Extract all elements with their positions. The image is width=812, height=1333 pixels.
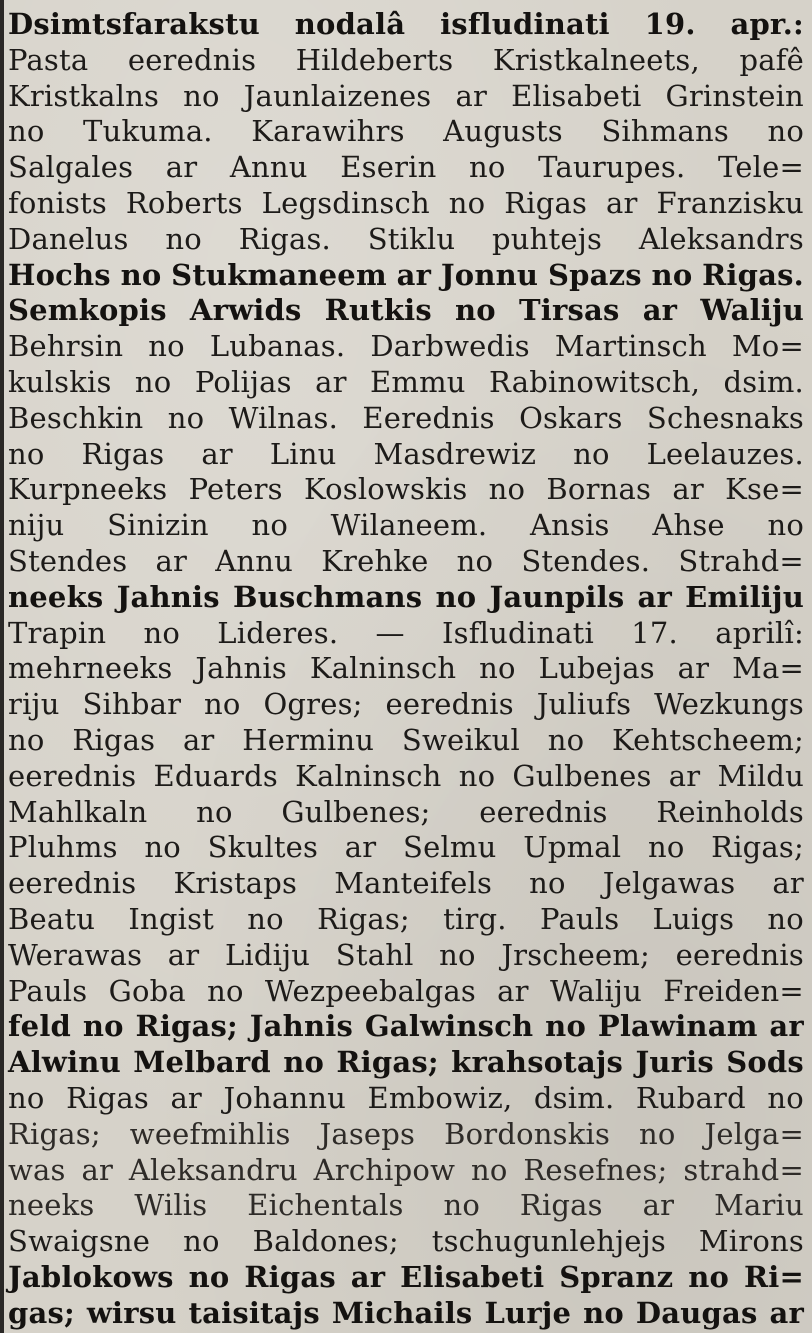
word: aprilî:: [715, 615, 804, 650]
word: Juris: [635, 1045, 714, 1080]
word: Lubanas.: [209, 329, 346, 364]
word: ar: [455, 78, 488, 113]
marriage-announcements-article: [8, 4, 804, 1330]
word: Tele=: [717, 150, 804, 185]
word: isfludinati: [440, 7, 610, 41]
word: Buschmans: [232, 579, 423, 614]
word: no: [573, 436, 610, 471]
word: Ansis: [529, 508, 610, 543]
word: ar: [396, 257, 432, 292]
word: Eserin: [340, 150, 437, 185]
word: Masdrewiz: [373, 436, 537, 471]
word: eerednis: [8, 758, 137, 793]
word: ar: [642, 1188, 675, 1223]
word: Mildu: [717, 758, 804, 793]
word: Stukmaneem: [171, 257, 387, 292]
word: Kristkalneets,: [492, 42, 700, 77]
word: no: [196, 794, 233, 829]
word: Swaigsne: [8, 1224, 151, 1259]
word: no: [767, 902, 804, 936]
word: no: [545, 1009, 586, 1044]
word: Trapin: [8, 615, 107, 650]
word: Rigas;: [336, 1045, 439, 1080]
word: no: [165, 221, 202, 256]
word: no: [448, 186, 486, 220]
word: no: [435, 579, 477, 614]
word: Galwinsch: [364, 1009, 534, 1044]
word: Mirons: [698, 1224, 804, 1259]
text-line: [8, 1293, 804, 1333]
word: no: [148, 329, 185, 364]
word: Jaunpils: [489, 579, 625, 614]
word: Lidiju: [224, 937, 311, 972]
word: Arwids: [189, 293, 302, 328]
word: Stendes.: [521, 544, 651, 578]
word: Pauls: [539, 902, 620, 936]
word: Plawinam: [597, 1009, 758, 1044]
word: niju: [8, 508, 65, 543]
word: no: [143, 615, 181, 650]
word: Salgales: [8, 150, 134, 185]
word: Hochs: [8, 257, 111, 292]
word: 19.: [644, 7, 696, 41]
word: dsim.: [723, 365, 804, 399]
word: Jahnis: [116, 579, 220, 614]
word: Karawihrs: [251, 114, 405, 149]
word: Isfludinati: [442, 615, 594, 650]
word: Augusts: [443, 114, 563, 149]
word: ar: [350, 1260, 386, 1294]
word: Jaunlaizenes: [243, 78, 432, 113]
word: Semkopis: [8, 293, 167, 328]
word: no: [8, 1081, 45, 1115]
word: pafê: [739, 42, 804, 77]
word: no: [767, 508, 804, 543]
word: no: [688, 1260, 730, 1294]
word: no: [82, 1009, 124, 1044]
word: no: [251, 508, 289, 543]
word: Ogres;: [263, 687, 363, 722]
word: kulskis: [8, 365, 112, 399]
word: no: [120, 257, 162, 292]
word: Oskars: [519, 400, 623, 435]
word: Archipow: [313, 1152, 456, 1187]
word: no: [134, 365, 172, 399]
word: ar: [668, 758, 701, 793]
word: —: [375, 615, 405, 650]
word: Kse=: [725, 472, 804, 507]
word: no: [479, 651, 516, 686]
word: Beschkin: [8, 400, 144, 435]
word: Werawas: [8, 937, 143, 972]
word: Jahnis: [249, 1009, 353, 1044]
word: Taurupes.: [538, 150, 686, 185]
word: Annu: [215, 544, 294, 578]
word: no: [456, 544, 494, 578]
word: ar: [606, 186, 638, 220]
word: Hildeberts: [295, 42, 454, 77]
word: Rigas;: [8, 1116, 101, 1151]
word: Kalninsch: [309, 651, 457, 686]
word: no: [458, 758, 496, 793]
word: Eerednis: [362, 400, 495, 435]
word: Rabinowitsch,: [489, 365, 701, 399]
word: Skultes: [207, 830, 319, 865]
word: mehrneeks: [8, 651, 173, 686]
word: Mariu: [714, 1188, 804, 1223]
word: Polijas: [194, 365, 292, 399]
word: Strahd=: [678, 544, 804, 578]
word: Lubejas: [538, 651, 655, 686]
word: neeks: [8, 579, 104, 614]
word: no: [455, 293, 496, 328]
word: Sihmans: [601, 114, 729, 149]
word: Herminu: [242, 723, 375, 757]
word: no: [767, 114, 804, 149]
word: no: [529, 866, 566, 901]
word: Leelauzes.: [646, 436, 804, 471]
word: Gulbenes: [512, 758, 652, 793]
word: ar: [81, 1152, 114, 1187]
word: Jablokows: [8, 1260, 174, 1294]
word: Elisabeti: [400, 1260, 545, 1294]
word: Rigas: [519, 1188, 603, 1223]
word: ar: [497, 973, 529, 1008]
word: Sods: [726, 1045, 804, 1080]
word: riju: [8, 687, 60, 722]
word: Jrscheem;: [501, 937, 651, 972]
word: no: [204, 687, 241, 722]
word: Wezpeebalgas: [264, 973, 476, 1008]
word: Jahnis: [195, 651, 287, 686]
word: eerednis: [385, 687, 514, 722]
word: Aleksandrs: [638, 221, 804, 256]
word: Mo=: [731, 329, 804, 364]
word: Stendes: [8, 544, 128, 578]
word: Stiklu: [367, 221, 456, 256]
word: no: [488, 472, 526, 507]
word: Mahlkaln: [8, 794, 148, 829]
word: Grinstein: [665, 78, 804, 113]
word: Koslowskis: [304, 472, 468, 507]
word: Linu: [269, 436, 337, 471]
word: strahd=: [683, 1152, 804, 1187]
word: Tukuma.: [83, 114, 213, 149]
word: Eichentals: [247, 1188, 404, 1223]
word: Pasta: [8, 42, 89, 77]
word: taisitajs: [188, 1295, 320, 1330]
word: Wilaneem.: [330, 508, 488, 543]
word: Eduards: [153, 758, 278, 793]
word: ar: [170, 1081, 202, 1115]
word: Sihbar: [82, 687, 182, 722]
word: no: [651, 257, 693, 292]
word: ar: [201, 436, 233, 471]
word: Manteifels: [334, 866, 493, 901]
word: Alwinu: [8, 1045, 121, 1080]
word: Lideres.: [217, 615, 339, 650]
word: Wilis: [134, 1188, 208, 1223]
word: ar: [772, 866, 804, 901]
word: Kristaps: [173, 866, 298, 901]
word: Rutkis: [324, 293, 432, 328]
word: eerednis: [127, 42, 257, 77]
word: no: [583, 1295, 624, 1330]
word: Spranz: [559, 1260, 674, 1294]
word: no: [144, 830, 181, 865]
word: dsim.: [533, 1081, 615, 1115]
word: Melbard: [133, 1045, 271, 1080]
word: neeks: [8, 1188, 95, 1223]
word: Wezkungs: [654, 687, 804, 722]
word: Rigas;: [317, 902, 410, 936]
word: tschugunlehjejs: [431, 1224, 666, 1259]
word: Daugas: [635, 1295, 758, 1330]
word: Rigas.: [238, 221, 331, 256]
word: ar: [182, 723, 215, 757]
word: Rigas: [72, 723, 156, 757]
word: ar: [672, 472, 704, 507]
word: Jelgawas: [602, 866, 736, 901]
word: Peters: [188, 472, 283, 507]
word: Kehtscheem;: [612, 723, 804, 757]
word: no: [8, 436, 45, 471]
word: krahsotajs: [451, 1045, 624, 1080]
word: Freiden=: [663, 973, 804, 1008]
word: no: [639, 1116, 676, 1151]
word: eerednis: [675, 937, 804, 972]
word: no: [188, 1260, 230, 1294]
word: no: [183, 1224, 220, 1259]
word: ar: [155, 544, 188, 578]
word: 17.: [631, 615, 678, 650]
word: no: [767, 1081, 804, 1115]
word: Pluhms: [8, 830, 118, 865]
word: Franzisku: [656, 186, 804, 220]
word: ar: [344, 830, 377, 865]
word: Bornas: [546, 472, 652, 507]
word: Bordonskis: [444, 1116, 611, 1151]
word: Johannu: [223, 1081, 346, 1115]
word: tirg.: [443, 902, 507, 936]
word: Aleksandru: [128, 1152, 298, 1187]
word: ar: [165, 150, 198, 185]
word: Juliufs: [536, 687, 632, 722]
word: Lurje: [484, 1295, 572, 1330]
word: Wilnas.: [228, 400, 338, 435]
word: Tirsas: [519, 293, 620, 328]
word: ar: [637, 579, 673, 614]
word: no: [8, 114, 45, 149]
word: Sinizin: [107, 508, 209, 543]
word: no: [470, 1152, 508, 1187]
word: Emmu: [370, 365, 466, 399]
word: ar: [167, 937, 200, 972]
word: Legsdinsch: [261, 186, 430, 220]
word: Luigs: [652, 902, 735, 936]
word: ar: [315, 365, 347, 399]
word: was: [8, 1152, 66, 1187]
word: no: [167, 400, 205, 435]
word: Schesnaks: [646, 400, 804, 435]
word: no: [8, 723, 45, 757]
word: no: [183, 78, 220, 113]
word: ar: [677, 651, 710, 686]
word: Krehke: [321, 544, 429, 578]
word: no: [443, 1188, 481, 1223]
word: no: [439, 937, 476, 972]
word: gas;: [8, 1295, 75, 1330]
word: Spazs: [547, 257, 642, 292]
word: Stahl: [335, 937, 414, 972]
word: Goba: [108, 973, 186, 1008]
word: Danelus: [8, 221, 129, 256]
word: no: [547, 723, 585, 757]
word: Reinholds: [656, 794, 804, 829]
word: wirsu: [86, 1295, 177, 1330]
word: eerednis: [8, 866, 137, 901]
word: Upmal: [523, 830, 622, 865]
word: Dsimtsfarakstu: [8, 7, 260, 41]
word: Selmu: [403, 830, 497, 865]
word: Ri=: [743, 1260, 804, 1294]
word: Resefnes;: [523, 1152, 668, 1187]
word: no: [247, 902, 284, 936]
word: Jelga=: [704, 1116, 804, 1151]
word: Annu: [229, 150, 308, 185]
word: no: [469, 150, 506, 185]
word: Behrsin: [8, 329, 124, 364]
word: Rigas: [66, 1081, 149, 1115]
word: Kristkalns: [8, 78, 160, 113]
word: Ma=: [732, 651, 804, 686]
word: feld: [8, 1009, 72, 1044]
word: Emiliju: [685, 579, 804, 614]
word: Michails: [331, 1295, 473, 1330]
word: Rigas: [81, 436, 165, 471]
word: Rubard: [635, 1081, 746, 1115]
word: Embowiz,: [367, 1081, 513, 1115]
word: Rigas;: [711, 830, 804, 865]
word: eerednis: [479, 794, 608, 829]
word: Gulbenes;: [281, 794, 431, 829]
word: Rigas;: [135, 1009, 238, 1044]
word: no: [207, 973, 244, 1008]
word: Elisabeti: [511, 78, 642, 113]
word: apr.:: [730, 7, 804, 41]
word: ar: [642, 293, 678, 328]
column-rule: [0, 0, 4, 1333]
word: Rigas.: [702, 257, 804, 292]
word: Kalninsch: [295, 758, 442, 793]
word: ar: [769, 1009, 804, 1044]
word: Martinsch: [554, 329, 707, 364]
word: Jaseps: [319, 1116, 416, 1151]
word: puhtejs: [492, 221, 603, 256]
word: Ahse: [652, 508, 725, 543]
word: Waliju: [700, 293, 804, 328]
word: no: [647, 830, 685, 865]
word: no: [283, 1045, 325, 1080]
word: Darbwedis: [370, 329, 530, 364]
word: Pauls: [8, 973, 88, 1008]
word: Roberts: [125, 186, 243, 220]
word: Ingist: [128, 902, 215, 936]
word: Rigas: [244, 1260, 336, 1294]
word: Sweikul: [401, 723, 520, 757]
word: nodalâ: [294, 7, 406, 41]
word: Beatu: [8, 902, 96, 936]
word: fonists: [8, 186, 107, 220]
word: Baldones;: [252, 1224, 399, 1259]
word: Kurpneeks: [8, 472, 168, 507]
word: Waliju: [549, 973, 642, 1008]
word: Rigas: [504, 186, 588, 220]
word: weefmihlis: [129, 1116, 291, 1151]
word: Jonnu: [440, 257, 539, 292]
word: ar: [769, 1295, 804, 1330]
